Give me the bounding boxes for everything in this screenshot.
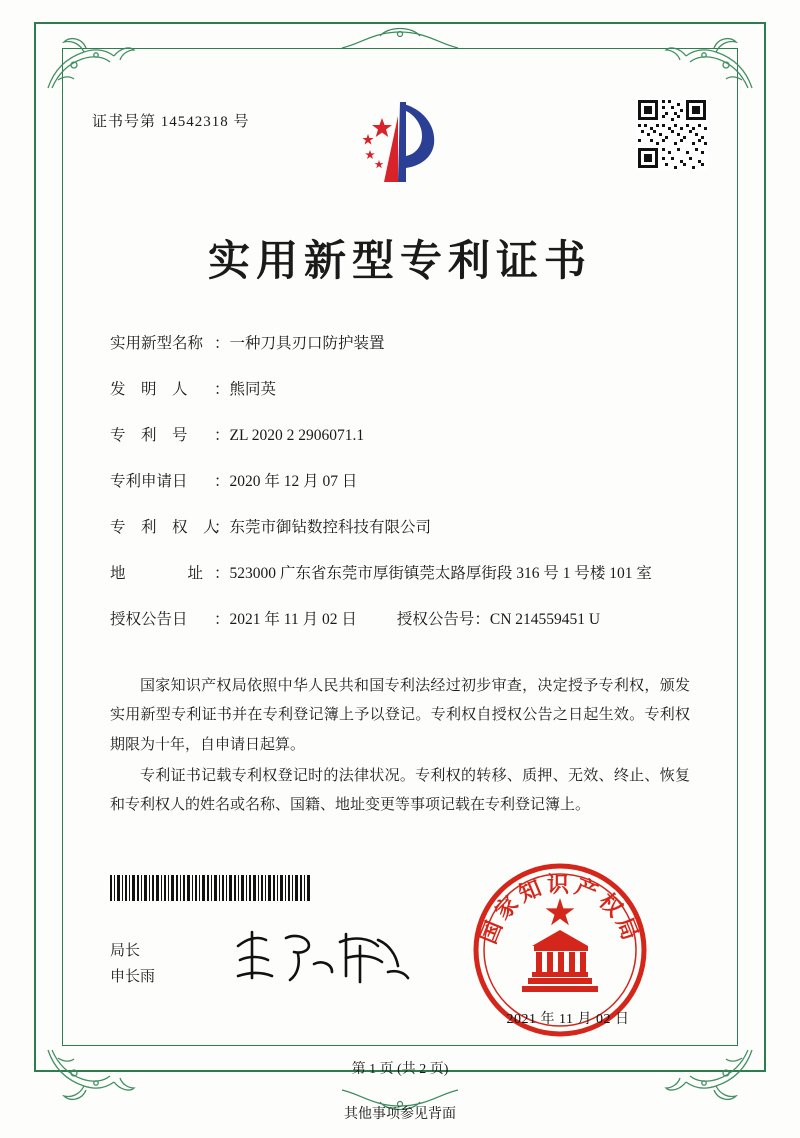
corner-ornament-icon bbox=[664, 30, 756, 92]
field-row-grant-announcement bbox=[110, 608, 700, 632]
paragraph-1: 国家知识产权局依照中华人民共和国专利法经过初步审查，决定授予专利权，颁发实用新型专利证书并在专利登记簿上予以登记。专利权自授权公告之日起生效。专利权期限为十年，自申请日起算。 bbox=[110, 678, 690, 753]
field-row-patentee bbox=[110, 516, 700, 540]
cnipa-logo-icon bbox=[352, 96, 448, 192]
page-number: 第 1 页 (共 2 页) bbox=[351, 1062, 449, 1077]
page-title: 实用新型专利证书 bbox=[207, 239, 592, 285]
field-row-inventor bbox=[110, 378, 700, 402]
grant-number-pair bbox=[397, 608, 600, 632]
field-colon: ： bbox=[214, 335, 230, 352]
field-colon: ： bbox=[474, 611, 490, 629]
field-label: 专 利 权 人 bbox=[110, 519, 219, 537]
field-value-address: 523000 广东省东莞市厚街镇莞太路厚街段 316 号 1 号楼 101 室 bbox=[229, 565, 652, 583]
handwritten-signature-icon bbox=[228, 920, 418, 992]
field-label: 发 明 人 bbox=[110, 381, 188, 399]
field-row-address bbox=[110, 562, 700, 586]
field-row-application-date bbox=[110, 470, 700, 494]
seal-date: 2021 年 11 月 02 日 bbox=[506, 1012, 630, 1027]
corner-ornament-icon bbox=[44, 30, 136, 92]
field-colon: ： bbox=[214, 381, 230, 399]
footer-note: 其他事项参见背面 bbox=[344, 1107, 456, 1122]
field-value-inventor: 熊同英 bbox=[229, 381, 277, 399]
field-label: 地 址 bbox=[110, 565, 204, 583]
signature-block bbox=[110, 938, 155, 991]
field-label: 专利申请日 bbox=[110, 473, 188, 491]
field-colon: ： bbox=[214, 473, 230, 491]
svg-text:国家知识产权局: 国家知识产权局 bbox=[475, 872, 645, 948]
field-colon: ： bbox=[214, 565, 230, 583]
field-label: 实用新型名称 bbox=[110, 335, 204, 352]
field-row-patent-number bbox=[110, 424, 700, 448]
qr-code-icon bbox=[636, 98, 708, 170]
field-value-grant-date: 2021 年 11 月 02 日 bbox=[229, 611, 357, 629]
edge-ornament-icon bbox=[340, 22, 460, 50]
field-label-grant-number: 授权公告号 bbox=[396, 611, 475, 629]
paragraph-2: 专利证书记载专利权登记时的法律状况。专利权的转移、质押、无效、终止、恢复和专利权人的姓名或名称、国籍、地址变更等事项记载在专利登记簿上。 bbox=[110, 767, 690, 813]
signature-role: 局长 bbox=[110, 943, 141, 959]
field-value-grant-number: CN 214559451 U bbox=[489, 611, 601, 629]
body-text bbox=[110, 672, 690, 822]
field-colon: ： bbox=[214, 519, 230, 537]
signature-name: 申长雨 bbox=[110, 969, 156, 986]
field-label: 授权公告日 bbox=[110, 611, 188, 629]
field-label: 专 利 号 bbox=[110, 427, 188, 445]
field-value-patent-number: ZL 2020 2 2906071.1 bbox=[229, 427, 365, 445]
field-list bbox=[110, 332, 700, 654]
field-colon: ： bbox=[214, 611, 230, 629]
field-colon: ： bbox=[214, 427, 230, 445]
field-value-utility-model-name: 一种刀具刃口防护装置 bbox=[229, 335, 385, 352]
field-row-utility-model-name bbox=[110, 332, 700, 356]
field-value-patentee: 东莞市御钻数控科技有限公司 bbox=[229, 519, 432, 537]
barcode-icon bbox=[110, 875, 310, 901]
certificate-number: 证书号第 14542318 号 bbox=[92, 114, 250, 130]
field-value-application-date: 2020 年 12 月 07 日 bbox=[229, 473, 358, 491]
